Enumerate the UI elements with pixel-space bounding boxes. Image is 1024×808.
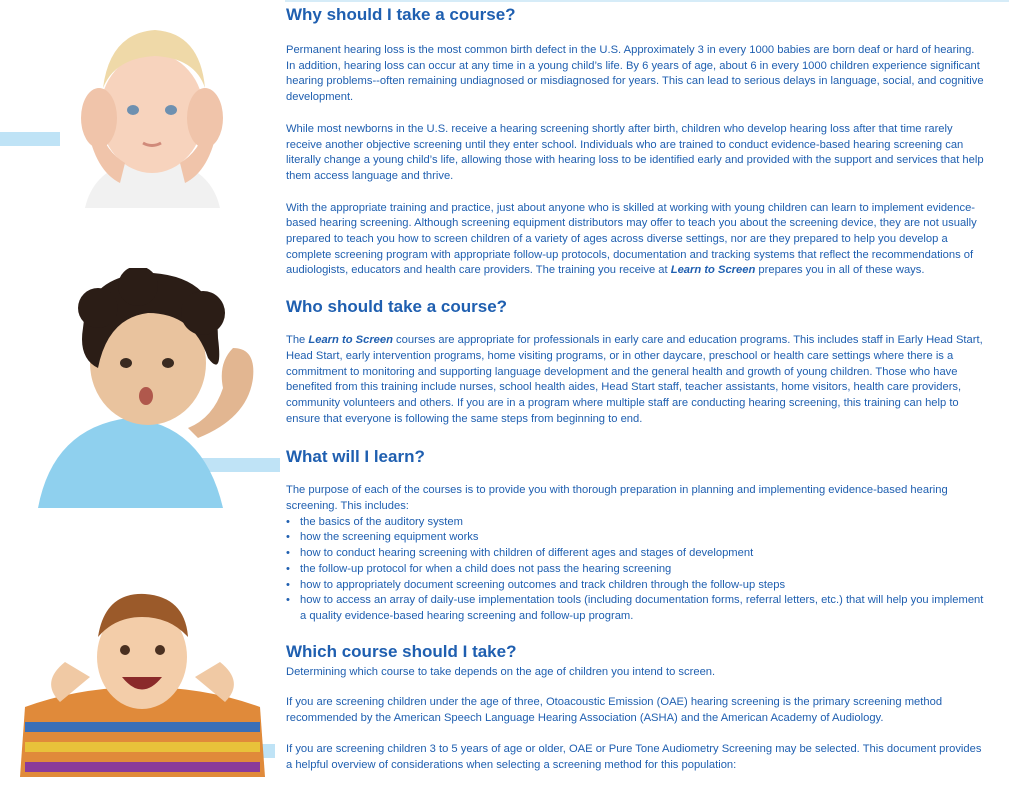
section-who xyxy=(286,296,986,427)
heading-why: Why should I take a course? xyxy=(286,5,516,24)
baby-covering-ears-photo xyxy=(55,18,250,208)
which-paragraph-1: Determining which course to take depends on the age of children you intend to screen. xyxy=(286,665,716,678)
accent-bar-1 xyxy=(0,132,60,146)
section-what xyxy=(286,446,986,624)
list-item: • how to access an array of daily-use implementation tools (including documentation forms, referral letters, etc.) that will help you implement a quality evidence-based hearing screening and follow-up program. xyxy=(286,593,986,624)
who-paragraph: The Learn to Screen courses are appropriate for professionals in early care and education programs. This includes staff in Early Head Start, Head Start, early intervention programs, home visiting programs, or in other daycare, preschool or health care settings where there is a commitment to monitoring and supporting language development and the general health and growth of young children. Those who have benefited from this training include nurses, school health aides, Head Start staff, teacher assistants, home visitors, health care providers, community volunteers and others. If you are in a program where multiple staff are conducting hearing screening, this training can help to ensure that everyone is following the same steps from beginning to end. xyxy=(286,334,983,425)
which-paragraph-2: If you are screening children under the age of three, Otoacoustic Emission (OAE) hearing screening is the primary screening method recommended by the American Speech Language Hearing Association (ASHA) and the American Academy of Audiology. xyxy=(286,696,943,725)
list-item: • the follow-up protocol for when a child does not pass the hearing screening xyxy=(286,562,986,578)
why-paragraph-3: With the appropriate training and practice, just about anyone who is skilled at working with young children can learn to implement evidence-based hearing screening. Although screening equipment distributors may offer to teach you about the screening device, they are not usually prepared to teach you how to screen children of a variety of ages across diverse settings, nor are they prepared to help you develop a complete screening program with appropriate follow-up protocols, documentation and tracking systems that reflect the recommendations of audiologists, educators and health care providers. The training you receive at Learn to Screen prepares you in all of these ways. xyxy=(286,201,977,277)
section-why xyxy=(286,4,986,279)
main-content xyxy=(286,4,986,773)
boy-pulling-ears-photo xyxy=(20,592,265,777)
list-item: • how to conduct hearing screening with children of different ages and stages of development xyxy=(286,546,986,562)
child-listening-photo xyxy=(18,268,280,508)
section-which xyxy=(286,641,986,774)
list-item: • how to appropriately document screening outcomes and track children through the follow-up steps xyxy=(286,578,986,594)
learning-bullets xyxy=(286,515,986,625)
heading-what: What will I learn? xyxy=(286,447,425,467)
why-paragraph-1: Permanent hearing loss is the most common birth defect in the U.S. Approximately 3 in every 1000 babies are born deaf or hard of hearing. In addition, hearing loss can occur at any time in a young child’s life. By 6 years of age, about 6 in every 1000 children experience significant hearing problems--often remaining undiagnosed or misdiagnosed for years. This can lead to serious delays in language, social, and cognitive development. xyxy=(286,44,984,104)
top-divider xyxy=(285,0,1009,2)
heading-which: Which course should I take? xyxy=(286,641,517,661)
which-paragraph-3: If you are screening children 3 to 5 years of age or older, OAE or Pure Tone Audiometry Screening may be selected. This document provides a helpful overview of considerations when selecting a screening method for this population: xyxy=(286,742,982,771)
what-intro: The purpose of each of the courses is to provide you with thorough preparation in planning and implementing evidence-based hearing screening. This includes: xyxy=(286,484,948,513)
heading-who: Who should take a course? xyxy=(286,297,508,317)
why-paragraph-2: While most newborns in the U.S. receive a hearing screening shortly after birth, children who develop hearing loss after that time rarely receive another objective screening until they enter school. Individuals who are trained to conduct evidence-based hearing screening can literally change a young child’s life, allowing those with hearing loss to be identified early and provided with the support and services that help them access language and thrive. xyxy=(286,122,984,182)
list-item: • how the screening equipment works xyxy=(286,530,986,546)
brand-learn-to-screen: Learn to Screen xyxy=(670,264,756,277)
brand-learn-to-screen: Learn to Screen xyxy=(308,334,393,347)
photo-column xyxy=(0,0,280,808)
list-item: • the basics of the auditory system xyxy=(286,515,986,531)
